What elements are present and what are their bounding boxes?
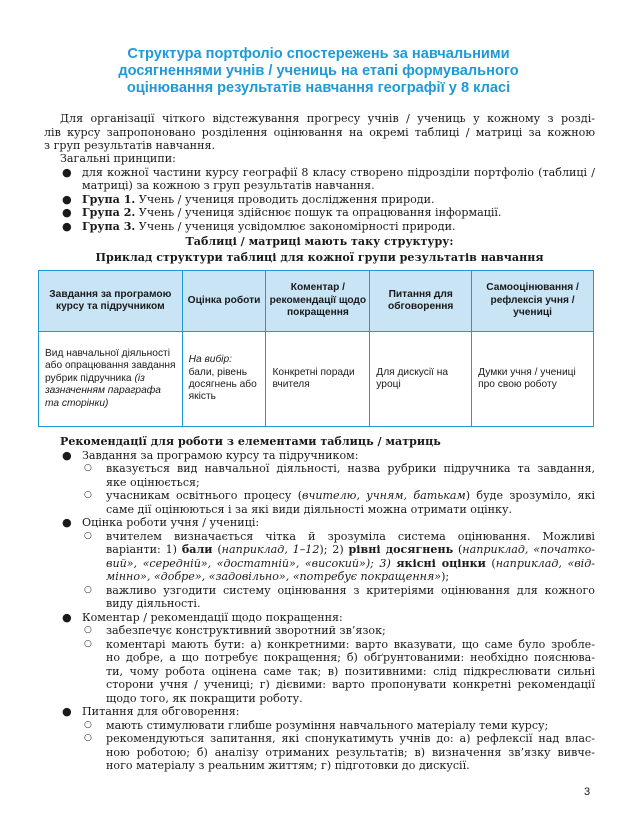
table-header-cell: Питання для обговорення <box>370 271 472 332</box>
intro-paragraph <box>44 112 595 153</box>
table-header-cell: Самооцінювання / рефлексія учня / учениці <box>472 271 594 332</box>
rec-subitem <box>44 719 595 733</box>
recommendations-section <box>44 435 595 773</box>
group-1-label: Група 1. <box>82 192 136 206</box>
rec-text: ( <box>485 556 496 570</box>
title-line-2: досягненнями учнів / учениць на етапі формувального <box>118 63 519 79</box>
rec-item-label: Коментар / рекомендації щодо покращення: <box>82 610 343 624</box>
bullet-icon: ● <box>62 610 72 624</box>
table-cell: Думки учня / учениці про свою роботу <box>472 332 594 427</box>
principle-line: матриці) за кожною з груп результатів навчання. <box>82 179 375 192</box>
rec-text: ); <box>441 570 450 583</box>
circle-bullet-icon: ○ <box>84 625 92 635</box>
rec-subitem-line: рекомендуються запитання, які спонукатимуть учнів до: а) рефлексії над влас- <box>106 732 595 745</box>
rec-bold: якісні оцінки <box>396 556 486 570</box>
intro-line-2: лів курсу запропоновано розділення оцінювання на окремі таблиці / матриці за кожною <box>44 125 595 139</box>
table-header-cell: Завдання за програмою курсу та підручником <box>39 271 183 332</box>
table-cell: Конкретні поради вчителя <box>266 332 370 427</box>
rec-subitem <box>44 530 595 584</box>
rec-italic: наприклад, «початко- <box>462 543 595 556</box>
rec-italic: вчителю, учням, батькам <box>302 489 466 502</box>
circle-bullet-icon: ○ <box>84 733 92 743</box>
bullet-icon: ● <box>62 192 72 206</box>
table-header-row <box>39 271 594 332</box>
page-number: 3 <box>584 786 591 798</box>
rec-subitem <box>44 584 595 611</box>
rec-subitem-line: вказується вид навчальної діяльності, назва рубрики підручника та завдання, <box>106 462 595 475</box>
page-title <box>70 46 567 97</box>
bullet-icon: ● <box>62 448 72 462</box>
rec-subitem <box>44 732 595 773</box>
rec-subitem-line: важливо узгодити систему оцінювання з критеріями оцінювання для кожного <box>106 583 595 597</box>
table-cell <box>182 332 266 427</box>
cell-text: Вид навчальної діяльності або опрацювання завдання рубрик підручника <box>45 347 176 384</box>
example-table <box>38 270 594 427</box>
recommendations-heading: Рекомендації для роботи з елементами таблиць / матриць <box>60 435 441 448</box>
table-header-cell: Коментар / рекомендації щодо покращення <box>266 271 370 332</box>
bullet-icon: ● <box>62 165 72 179</box>
rec-subitem-line: но добре, а що потребує покращення; б) обґрунтованими: необхідно пояснюва- <box>106 651 595 664</box>
group-2-label: Група 2. <box>82 206 136 219</box>
rec-subitem-line: мають стимулювати глибше розуміння навчального матеріалу теми курсу; <box>106 718 549 732</box>
rec-subitem-line: ного матеріалу з реальним життям; г) підготовки до дискусії. <box>106 759 470 772</box>
intro-line-1: Для організації чіткого відстежування прогресу учнів / учениць у кожному з розді- <box>60 112 595 125</box>
bullet-icon: ● <box>62 516 72 529</box>
table-header-cell: Оцінка роботи <box>182 271 266 332</box>
rec-subitem-line: яке оцінюється; <box>106 475 200 489</box>
example-heading: Приклад структури таблиці для кожної групи результатів навчання <box>95 250 544 264</box>
rec-text: ( <box>212 543 222 556</box>
title-line-1: Структура портфоліо спостережень за навчальними <box>127 46 510 62</box>
rec-subitem-line: щодо того, як покращити роботу. <box>106 691 303 705</box>
group-1-text: Учень / учениця проводить дослідження природи. <box>135 192 435 206</box>
table-cell <box>39 332 183 427</box>
rec-subitem-line: забезпечує конструктивний зворотний зв’язок; <box>106 624 386 637</box>
rec-subitem-line: виду діяльності. <box>106 597 201 610</box>
structure-heading: Таблиці / матриці мають таку структуру: <box>185 235 454 248</box>
rec-subitem-line: ти, чому робота оцінена саме так; в) позитивними: слід підкреслювати сильні <box>106 664 595 678</box>
rec-bold: бали <box>181 543 213 556</box>
rec-item-label: Питання для обговорення: <box>82 705 240 718</box>
group-3-item <box>44 220 595 234</box>
table-cell: Для дискусії на уроці <box>370 332 472 427</box>
rec-italic: наприклад, «від- <box>495 556 596 570</box>
cell-note: (із зазначенням параграфа та сторінки) <box>45 372 161 409</box>
rec-italic: мінно», «добре», «задовільно», «потребує покращення» <box>106 570 442 583</box>
cell-text: бали, рівень досягнень або якість <box>188 366 257 403</box>
rec-item-comments <box>44 611 595 625</box>
rec-text: варіанти: 1) <box>106 543 182 556</box>
rec-item-label: Завдання за програмою курсу та підручником: <box>82 448 359 462</box>
rec-italic: вий», «середній», «достатній», «високий»); 3) <box>106 556 397 570</box>
group-2-item <box>44 206 595 220</box>
intro-line-3: з груп результатів навчання. <box>44 139 215 153</box>
rec-subitem <box>44 624 595 638</box>
circle-bullet-icon: ○ <box>84 463 92 473</box>
cell-prefix: На вибір: <box>188 354 232 366</box>
circle-bullet-icon: ○ <box>84 638 92 649</box>
rec-item-tasks <box>44 449 595 463</box>
bullet-icon: ● <box>62 206 72 219</box>
rec-subitem <box>44 489 595 516</box>
rec-text: ) буде зрозуміло, які <box>465 489 595 502</box>
circle-bullet-icon: ○ <box>84 584 92 595</box>
principle-line: для кожної частини курсу географії 8 класу створено підрозділи портфоліо (таблиці / <box>82 165 595 179</box>
rec-bold: рівні досягнень <box>348 543 454 556</box>
circle-bullet-icon: ○ <box>84 490 92 500</box>
rec-subitem-line: коментарі мають бути: а) конкретними: варто вказувати, що саме було зробле- <box>106 637 595 651</box>
circle-bullet-icon: ○ <box>84 719 92 730</box>
principles-heading: Загальні принципи: <box>60 152 176 165</box>
rec-italic: наприклад, 1–12 <box>221 543 320 556</box>
bullet-icon: ● <box>62 705 72 718</box>
group-3-label: Група 3. <box>82 219 136 233</box>
rec-subitem-line: вчителем визначається чітка й зрозуміла система оцінювання. Можливі <box>106 529 595 543</box>
principle-item <box>44 166 595 193</box>
bullet-icon: ● <box>62 219 72 233</box>
rec-subitem <box>44 638 595 706</box>
rec-item-label: Оцінка роботи учня / учениці: <box>82 516 260 529</box>
rec-text: ( <box>453 543 463 556</box>
rec-subitem-line: ною роботою; б) аналізу отриманих результатів; в) визначення зв’язку вивче- <box>106 745 595 759</box>
rec-subitem-line: саме дії оцінюються і за які види діяльності можна отримати оцінку. <box>106 502 513 516</box>
circle-bullet-icon: ○ <box>84 530 92 541</box>
rec-text: учасникам освітнього процесу ( <box>106 489 303 502</box>
title-line-3: оцінювання результатів навчання географії у 8 класі <box>126 80 511 96</box>
principles-section <box>44 152 595 264</box>
table-row <box>39 332 594 427</box>
rec-subitem <box>44 462 595 489</box>
rec-text: ); 2) <box>319 543 349 556</box>
rec-item-questions <box>44 705 595 719</box>
rec-subitem-line: сторони учня / учениці; г) дієвими: варто пропонувати конкретні рекомендації <box>106 678 595 691</box>
group-3-text: Учень / учениця усвідомлює закономірності природи. <box>135 219 456 233</box>
rec-item-grading <box>44 516 595 530</box>
group-2-text: Учень / учениця здійснює пошук та опрацювання інформації. <box>135 206 502 219</box>
group-1-item <box>44 193 595 207</box>
